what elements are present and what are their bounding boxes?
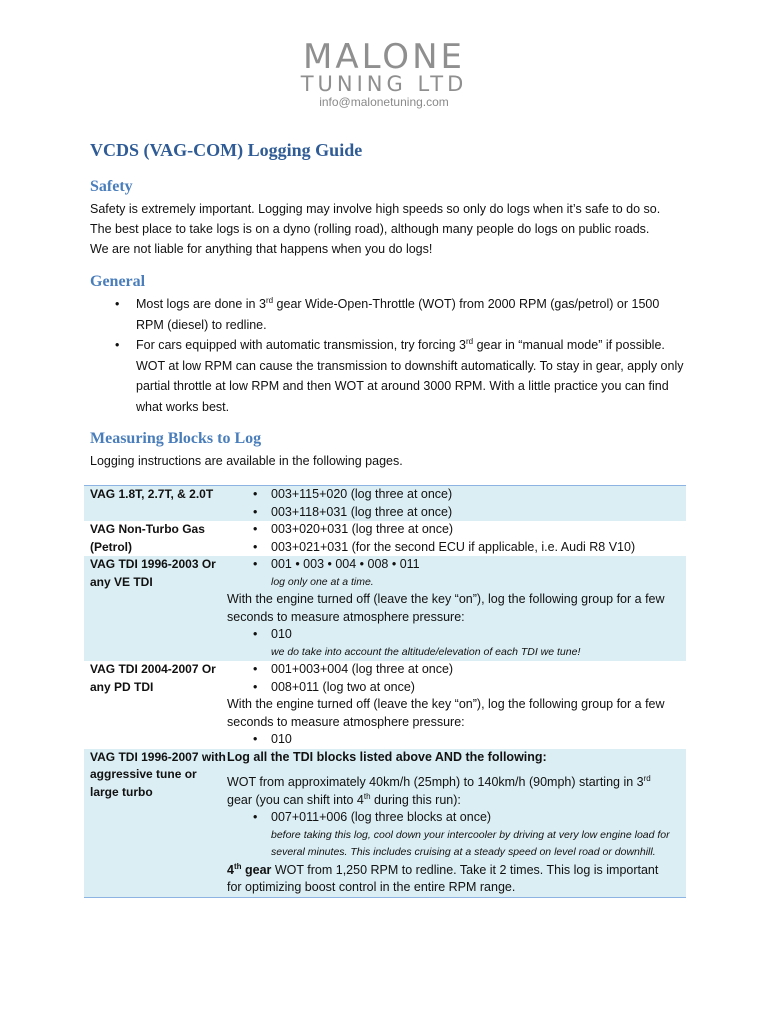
list-item: • 008+011 (log two at once): [253, 679, 415, 694]
table-row: [84, 661, 686, 749]
list-item: • 001 • 003 • 004 • 008 • 011: [253, 557, 420, 571]
table-row: [84, 556, 686, 661]
row-text: WOT from approximately 40km/h (25mph) to 140km/h (90mph) starting in 3rd gear (you can shift into 4th during this run):: [227, 773, 651, 807]
safety-line-1: Safety is extremely important. Logging may involve high speeds so only do logs when it’s safe to do so.: [90, 202, 661, 216]
table-row: [84, 485, 686, 521]
list-item: • 007+011+006 (log three blocks at once): [253, 810, 492, 824]
document-title: VCDS (VAG-COM) Logging Guide: [90, 140, 363, 160]
measuring-blocks-table: [84, 485, 686, 898]
logo-main-text: MALONE: [302, 37, 465, 77]
row-content: [227, 486, 686, 521]
list-item: • 010: [253, 627, 292, 641]
list-item: • 003+020+031 (log three at once): [253, 522, 454, 536]
row-label: VAG 1.8T, 2.7T, & 2.0T: [90, 487, 214, 501]
general-bullet-1: • Most logs are done in 3rd gear Wide-Open-Throttle (WOT) from 2000 RPM (gas/petrol) or 1500 RPM (diesel) to redline.: [115, 295, 660, 332]
row-text: 4th gear WOT from 1,250 RPM to redline. Take it 2 times. This log is important for optimizing boost control in the entire RPM range.: [227, 861, 659, 894]
table-row: [84, 749, 686, 897]
logo-sub-text: TUNING LTD: [300, 72, 468, 96]
safety-line-3: We are not liable for anything that happens when you do logs!: [90, 242, 433, 256]
blocks-intro: Logging instructions are available in the following pages.: [90, 454, 403, 468]
safety-heading: Safety: [90, 178, 133, 195]
company-logo: [0, 37, 768, 109]
bullet-icon: •: [115, 338, 120, 352]
italic-note: log only one at a time.: [271, 575, 374, 588]
row-content: [227, 661, 686, 749]
table-row: [84, 521, 686, 556]
row-content: [227, 556, 686, 661]
contact-email[interactable]: info@malonetuning.com: [319, 95, 449, 109]
row-label: VAG TDI 1996-2007 with aggressive tune or large turbo: [90, 749, 226, 799]
row-label: VAG TDI 2004-2007 Or any PD TDI: [90, 662, 216, 694]
list-item: • 001+003+004 (log three at once): [253, 662, 454, 676]
italic-note: we do take into account the altitude/elevation of each TDI we tune!: [271, 645, 581, 658]
row-label: VAG Non-Turbo Gas (Petrol): [90, 522, 205, 554]
row-text: With the engine turned off (leave the key “on”), log the following group for a few seconds to measure atmosphere pressure:: [227, 592, 665, 624]
list-item: • 003+115+020 (log three at once): [253, 487, 453, 501]
general-bullets: [90, 294, 690, 417]
row-content: [227, 521, 686, 556]
safety-line-2: The best place to take logs is on a dyno (rolling road), although many people do logs on public roads.: [90, 222, 650, 236]
blocks-heading: Measuring Blocks to Log: [90, 430, 262, 447]
list-item: • 003+021+031 (for the second ECU if applicable, i.e. Audi R8 V10): [253, 539, 636, 554]
bold-instruction: Log all the TDI blocks listed above AND the following:: [227, 749, 547, 764]
italic-note: before taking this log, cool down your intercooler by driving at very low engine load for several minutes. This includes cruising at a steady speed on level road or downhill.: [271, 828, 670, 858]
general-heading: General: [90, 273, 146, 290]
bullet-icon: •: [115, 297, 120, 311]
row-text: With the engine turned off (leave the key “on”), log the following group for a few seconds to measure atmosphere pressure:: [227, 697, 665, 729]
row-label: VAG TDI 1996-2003 Or any VE TDI: [90, 557, 216, 589]
safety-paragraph: [90, 199, 690, 259]
row-content: [227, 749, 686, 897]
list-item: • 010: [253, 732, 292, 746]
list-item: • 003+118+031 (log three at once): [253, 504, 453, 519]
general-bullet-2: • For cars equipped with automatic transmission, try forcing 3rd gear in “manual mode” if possible. WOT at low RPM can cause the transmission to downshift automatically. To stay in gear, apply only partial throttle at low RPM and then WOT at around 3000 RPM. With a little practice you can find what works best.: [115, 336, 684, 414]
